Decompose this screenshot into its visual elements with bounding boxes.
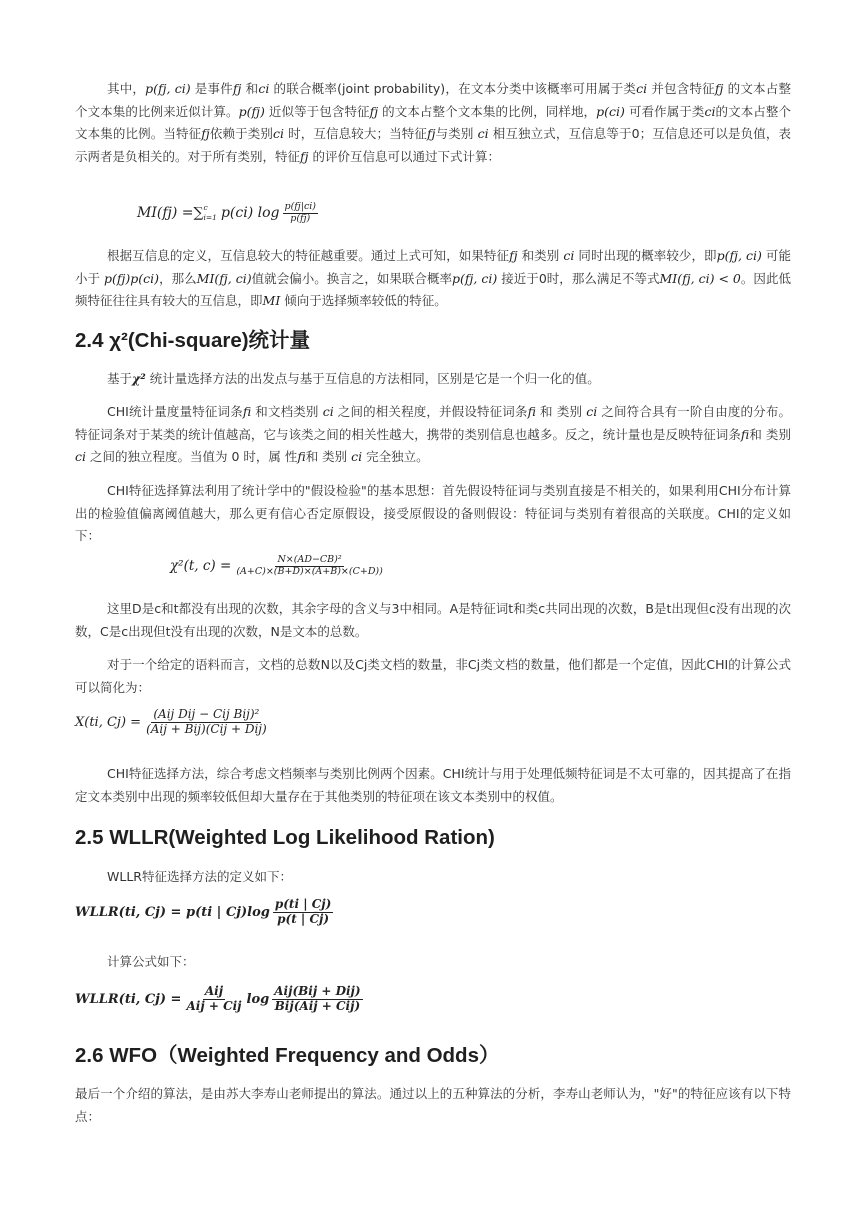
math-inline: fj <box>300 148 309 164</box>
math-inline: fj <box>201 126 210 141</box>
text: 的联合概率(joint probability)，在文本分类中该概率可用属于类 <box>269 81 637 96</box>
formula-chi-square <box>170 555 590 578</box>
text: 同时出现的概率较少，即 <box>574 248 717 263</box>
sum-lower: i=1 <box>203 213 217 223</box>
text: 之间符合具有一阶自由度的分布。特征词条对于某类的统计值越高，它与该类之间的相关性越大，携带的类别信息也越多。反之，统计量也是反映特征词条 <box>75 404 791 442</box>
text: 近似等于包含特征 <box>264 103 370 119</box>
math-inline: MI(fj, ci) < 0 <box>659 270 741 286</box>
section-heading-2-6 <box>75 1043 791 1069</box>
math-inline: ci <box>322 404 334 419</box>
text: 并包含特征 <box>647 81 715 96</box>
formula-lhs: χ²(t, c) = <box>170 558 232 575</box>
math-inline: ci <box>258 81 270 96</box>
formula-denominator: Bij(Aij + Cij) <box>274 998 361 1013</box>
text: 相互独立式，互信息等于0；互信息还可以是负值，表示两者是负相关的。对于所有类别，特征 <box>75 126 791 164</box>
formula-wllr-calculation <box>75 985 405 1014</box>
text: 根据互信息的定义，互信息较大的特征越重要。通过上式可知，如果特征 <box>107 248 510 263</box>
text: 其中， <box>107 81 146 96</box>
text: 和 类别 <box>749 426 791 442</box>
paragraph-chi-hypothesis <box>75 480 791 548</box>
formula-denominator: Aij + Cij <box>186 998 242 1013</box>
text: 统计量选择方法的出发点与基于互信息的方法相同，区别是它是一个归一化的值。 <box>145 371 600 386</box>
formula-chi-simplified <box>75 708 375 737</box>
math-inline: ci <box>636 81 648 96</box>
paragraph-wfo-intro <box>75 1083 791 1128</box>
text: 的评价互信息可以通过下式计算： <box>308 148 501 164</box>
formula-mutual-information <box>137 202 537 225</box>
math-inline: ci <box>704 103 716 119</box>
text: 是事件 <box>190 81 233 96</box>
paragraph-chi-simplify <box>75 654 791 699</box>
formula-lhs: X(ti, Cj) = <box>75 714 142 730</box>
text: 接近于0时，那么满足不等式 <box>497 270 660 286</box>
formula-numerator: (Aij Dij − Cij Bij)² <box>153 707 260 721</box>
formula-wllr-definition <box>75 898 395 927</box>
section-heading-2-4 <box>75 328 791 354</box>
formula-denominator: p(fj) <box>290 212 311 224</box>
text: 之间的独立程度。当值为 0 时，属 性 <box>86 449 298 464</box>
formula-denominator: (Aij + Bij)(Cij + Dij) <box>146 721 267 736</box>
text: 对于一个给定的语料而言，文档的总数N以及Cj类文档的数量，非Cj类文档的数量，他们都是一个定值，因此CHI的计算公式可以简化为： <box>75 657 791 695</box>
math-inline: fj <box>232 81 242 96</box>
text: 和类别 <box>517 248 564 263</box>
text: CHI特征选择方法，综合考虑文档频率与类别比例两个因素。CHI统计与用于处理低频特征词是不太可靠的，因其提高了在指定文本类别中出现的频率较低但却大量存在于其他类别的特征项在该文本类别中的权值。 <box>75 766 791 804</box>
text: 依赖于类别 <box>209 126 274 141</box>
paragraph-wllr-calc-intro <box>75 951 791 974</box>
math-inline: ci <box>75 449 86 464</box>
math-inline: ci <box>273 126 285 141</box>
paragraph-chi-definition <box>75 401 791 469</box>
paragraph-chi-variables <box>75 598 791 643</box>
text: ，那么 <box>159 270 197 286</box>
formula-numerator: Aij <box>204 984 224 998</box>
paragraph-mutual-information <box>75 78 791 168</box>
math-inline: fj <box>714 81 724 96</box>
text: 时，互信息较大；当特征 <box>284 126 428 141</box>
math-inline: fi <box>242 404 252 419</box>
math-inline: ci <box>563 248 575 263</box>
text: 和文档类别 <box>251 404 323 419</box>
sum-symbol: ∑ <box>193 205 204 222</box>
paragraph-wllr-def-intro <box>75 866 791 889</box>
paragraph-mi-explanation <box>75 245 791 313</box>
text: 这里D是c和t都没有出现的次数，其余字母的含义与3中相同。A是特征词t和类c共同出现的次数，B是t出现但c没有出现的次数，C是c出现但t没有出现的次数，N是文本的总数。 <box>75 601 791 639</box>
math-inline: fj <box>427 126 436 141</box>
formula-log: log <box>246 991 270 1007</box>
math-inline: p(fj)p(ci) <box>104 270 160 286</box>
text: 最后一个介绍的算法，是由苏大李寿山老师提出的算法。通过以上的五种算法的分析，李寿山老师认为，"好"的特征应该有以下特点： <box>75 1086 791 1124</box>
formula-numerator: p(fj|ci) <box>284 201 317 212</box>
text: 的文本占整个文本集的比例。当特征 <box>75 103 791 141</box>
formula-body: p(ci) log <box>220 205 280 222</box>
math-inline: p(fj) <box>238 103 265 119</box>
section-heading-2-5 <box>75 825 791 851</box>
text: WLLR特征选择方法的定义如下： <box>107 869 292 884</box>
math-inline: fi <box>527 404 536 419</box>
math-inline: p(fj, ci) <box>452 270 498 286</box>
text: 与类别 <box>435 126 478 141</box>
heading-text: 2.5 WLLR(Weighted Log Likelihood Ration) <box>75 826 495 849</box>
math-inline: ci <box>477 126 489 141</box>
math-inline: p(fj, ci) <box>145 81 191 96</box>
formula-numerator: N×(AD−CB)² <box>277 554 342 565</box>
text: 。因此低频特征往往具有较大的互信息，即 <box>75 270 791 308</box>
text: 之间的相关程度，并假设特征词条 <box>333 404 528 419</box>
math-inline: p(fj, ci) <box>716 248 762 263</box>
math-inline: fj <box>509 248 518 263</box>
text: CHI特征选择算法利用了统计学中的"假设检验"的基本思想：首先假设特征词与类别直接是不相关的，如果利用CHI分布计算出的检验值偏离阈值越大，那么更有信心否定原假设，接受原假设的备则假设：特征词与类别有着很高的关联度。CHI的定义如下： <box>75 483 791 543</box>
formula-lhs: WLLR(ti, Cj) = p(ti | Cj)log <box>75 904 270 920</box>
text: 和 类别 <box>305 449 352 464</box>
math-inline: ci <box>351 449 363 464</box>
text: 值就会偏小。换言之，如果联合概率 <box>251 270 453 286</box>
paragraph-chi-intro <box>75 368 791 391</box>
text: 的文本占整个文本集的比例来近似计算。 <box>75 81 791 119</box>
math-inline: χ² <box>132 371 146 386</box>
text: 计算公式如下： <box>107 954 195 969</box>
formula-denominator: (A+C)×(B+D)×(A+B)×(C+D)) <box>236 565 383 577</box>
text: 和 <box>241 81 259 96</box>
text: 完全独立。 <box>362 449 429 464</box>
text: 和 类别 <box>535 404 587 419</box>
math-inline: fi <box>740 426 750 442</box>
text: 基于 <box>107 371 133 386</box>
formula-lhs: MI(fj) = <box>137 205 194 222</box>
sum-upper: c <box>203 203 208 213</box>
heading-text: 2.4 χ²(Chi-square)统计量 <box>75 329 311 352</box>
text: 的文本占整个文本集的比例，同样地， <box>378 103 597 119</box>
paragraph-chi-summary <box>75 763 791 808</box>
formula-lhs: WLLR(ti, Cj) = <box>75 991 182 1007</box>
text: 可能小于 <box>75 248 791 286</box>
math-inline: p(ci) <box>596 103 625 119</box>
text: CHI统计量度量特征词条 <box>107 404 243 419</box>
text: 倾向于选择频率较低的特征。 <box>280 293 447 308</box>
math-inline: fj <box>369 103 379 119</box>
formula-numerator: Aij(Bij + Dij) <box>274 984 361 998</box>
formula-denominator: p(t | C̄j) <box>277 911 330 926</box>
math-inline: fi <box>297 449 306 464</box>
text: 可看作属于类 <box>624 103 705 119</box>
math-inline: ci <box>586 404 598 419</box>
heading-text: 2.6 WFO（Weighted Frequency and Odds） <box>75 1044 500 1067</box>
math-inline: MI <box>262 293 281 308</box>
formula-numerator: p(ti | Cj) <box>274 897 332 911</box>
math-inline: MI(fj, ci) <box>196 270 252 286</box>
